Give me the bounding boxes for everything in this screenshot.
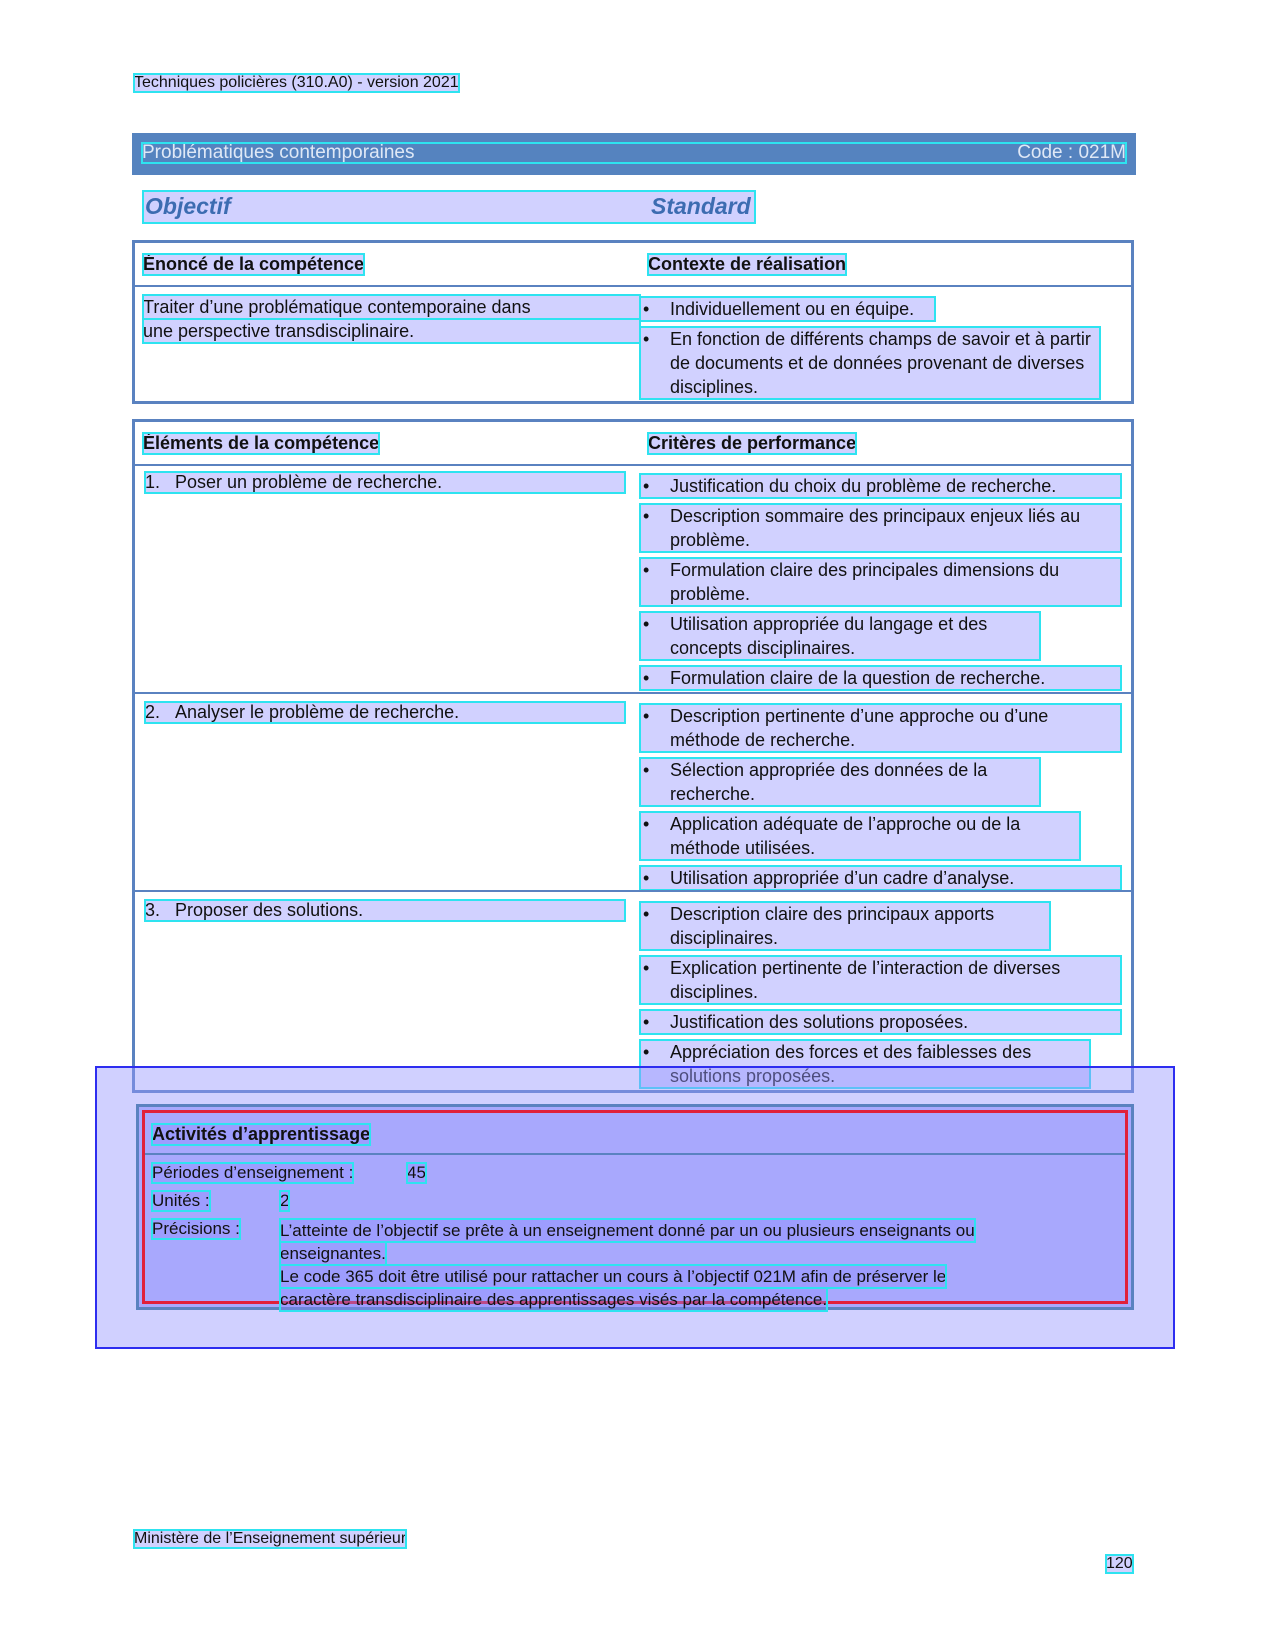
standard-label: Standard	[651, 193, 751, 219]
units-label: Unités :	[152, 1191, 210, 1210]
list-item: • Explication pertinente de l’interaction de diverses disciplines.	[640, 956, 1121, 1004]
enonce-header: Énoncé de la compétence	[143, 254, 365, 274]
elements-table-header	[135, 422, 1131, 466]
list-item: • Application adéquate de l’approche ou de la méthode utilisées.	[640, 812, 1080, 860]
list-item: • Individuellement ou en équipe.	[640, 297, 935, 321]
list-item: • En fonction de différents champs de savoir et à partir de documents et de données provenant de diverses disciplines.	[640, 327, 1100, 399]
competence-statement: Traiter d’une problématique contemporaine dans une perspective transdisciplinaire.	[143, 295, 640, 343]
periods-label: Périodes d’enseignement :	[152, 1163, 354, 1182]
divider	[145, 1153, 1125, 1155]
document-header: Techniques policières (310.A0) - version 2021	[134, 74, 459, 91]
page-number: 120	[1106, 1555, 1133, 1572]
competence-title: Problématiques contemporaines	[142, 142, 415, 163]
criteria-list	[640, 704, 1121, 896]
selected-region	[142, 1110, 1128, 1309]
criteria-list	[640, 474, 1121, 696]
units-value: 2	[280, 1191, 290, 1210]
objectif-standard-row	[143, 191, 755, 223]
list-item: • Description pertinente d’une approche ou d’une méthode de recherche.	[640, 704, 1121, 752]
competence-code: Code : 021M	[1017, 142, 1126, 163]
list-item: • Formulation claire des principales dimensions du problème.	[640, 558, 1121, 606]
footer-ministry: Ministère de l’Enseignement supérieur	[134, 1530, 407, 1547]
element-label: 1. Poser un problème de recherche.	[145, 472, 625, 493]
criteres-header: Critères de performance	[648, 433, 857, 453]
list-item: • Formulation claire de la question de recherche.	[640, 666, 1121, 690]
list-item: • Appréciation des forces et des faiblesses des solutions proposées.	[640, 1040, 1090, 1088]
contexte-list	[640, 297, 1121, 405]
elements-header: Éléments de la compétence	[143, 433, 380, 453]
element-label: 2. Analyser le problème de recherche.	[145, 702, 625, 723]
list-item: • Description sommaire des principaux enjeux liés au problème.	[640, 504, 1121, 552]
table-row	[135, 692, 1131, 892]
contexte-header: Contexte de réalisation	[648, 254, 847, 274]
list-item: • Utilisation appropriée d’un cadre d’analyse.	[640, 866, 1121, 890]
objectif-label: Objectif	[145, 193, 231, 219]
list-item: • Sélection appropriée des données de la recherche.	[640, 758, 1040, 806]
precisions-text: L’atteinte de l’objectif se prête à un enseignement donné par un ou plusieurs enseignants ou enseignantes. Le code 365 doit être utilisé pour rattacher un cours à l’objectif 021M afin de préserver le caractère transdisciplinaire des apprentissages visés par la compétence.	[280, 1221, 975, 1309]
activities-table	[136, 1104, 1134, 1310]
list-item: • Utilisation appropriée du langage et des concepts disciplinaires.	[640, 612, 1040, 660]
element-label: 3. Proposer des solutions.	[145, 900, 625, 921]
table-row	[135, 890, 1131, 1092]
title-bar	[132, 133, 1136, 175]
list-item: • Justification du choix du problème de recherche.	[640, 474, 1121, 498]
list-item: • Description claire des principaux apports disciplinaires.	[640, 902, 1050, 950]
precisions-label: Précisions :	[152, 1219, 240, 1238]
competence-table-header	[135, 243, 1131, 287]
periods-value: 45	[407, 1163, 426, 1182]
elements-table	[132, 419, 1134, 1093]
table-row	[135, 464, 1131, 692]
list-item: • Justification des solutions proposées.	[640, 1010, 1121, 1034]
competence-table	[132, 240, 1134, 404]
activities-title: Activités d’apprentissage	[152, 1124, 371, 1144]
